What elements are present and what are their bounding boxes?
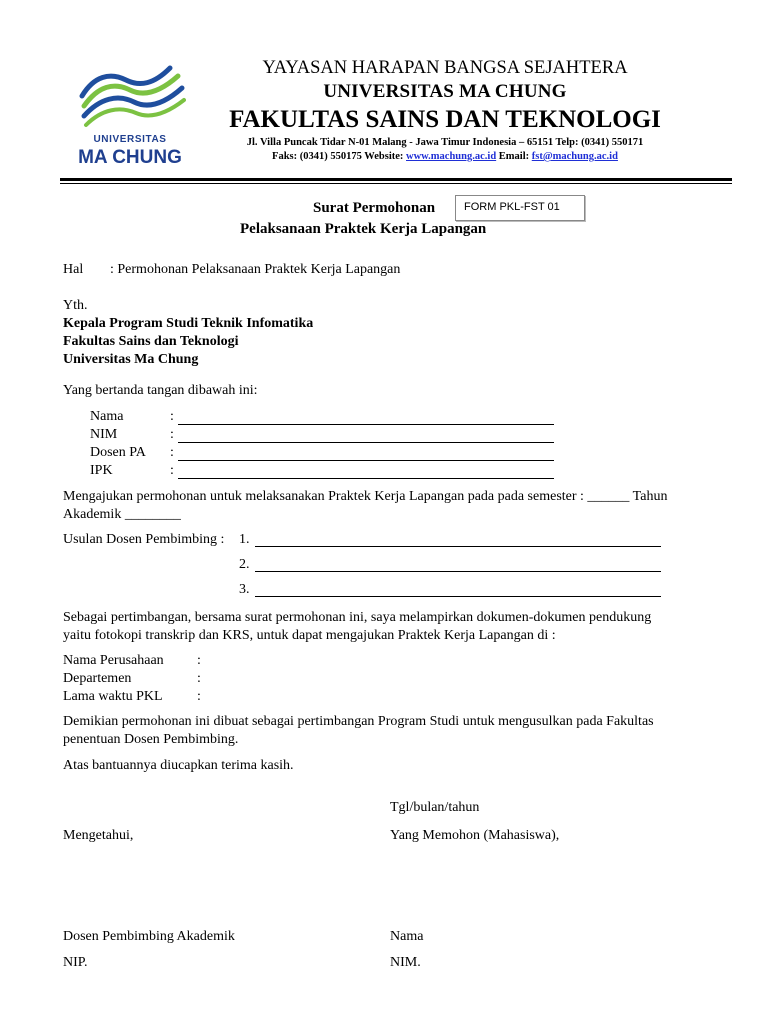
field-colon: : [170, 427, 174, 442]
supervisor-item-number: 1. [239, 532, 250, 547]
thanks-text: Atas bantuannya diucapkan terima kasih. [63, 758, 294, 773]
signature-right-id: NIM. [390, 955, 421, 970]
faculty-address: Jl. Villa Puncak Tidar N-01 Malang - Jawa Timur Indonesia – 65151 Telp: (0341) 550171 [246, 137, 644, 148]
consideration-line2: yaitu fotokopi transkrip dan KRS, untuk dapat mengajukan Praktek Kerja Lapangan di : [63, 628, 556, 643]
field-label-nim: NIM [90, 427, 118, 442]
letter-title-line2: Pelaksanaan Praktek Kerja Lapangan [240, 221, 487, 237]
field-colon: : [170, 463, 174, 478]
signature-left-name: Dosen Pembimbing Akademik [63, 929, 235, 944]
supervisor-input-3[interactable] [255, 596, 661, 597]
field-input-nama[interactable] [178, 424, 554, 425]
field-input-nim[interactable] [178, 442, 554, 443]
supervisor-input-1[interactable] [255, 546, 661, 547]
university-logo [74, 62, 186, 166]
subject-label: Hal [63, 262, 84, 277]
department-field-label: Departemen [63, 671, 132, 686]
signature-date: Tgl/bulan/tahun [390, 800, 480, 815]
field-label-ipk: IPK [90, 463, 113, 478]
field-label-nama: Nama [90, 409, 124, 424]
faculty-name: FAKULTAS SAINS DAN TEKNOLOGI [229, 106, 661, 133]
form-code-box: FORM PKL-FST 01 [455, 195, 585, 221]
email-label: Email: [496, 151, 532, 162]
signature-right-name: Nama [390, 929, 424, 944]
website-link[interactable]: www.machung.ac.id [406, 151, 497, 162]
intro-text: Yang bertanda tangan dibawah ini: [63, 383, 258, 398]
recipient-line2: Fakultas Sains dan Teknologi [63, 334, 239, 349]
field-colon: : [197, 671, 201, 686]
request-text-line2: Akademik ________ [63, 507, 181, 522]
subject-value: : Permohonan Pelaksanaan Praktek Kerja Lapangan [110, 262, 401, 277]
field-input-dosen-pa[interactable] [178, 460, 554, 461]
email-link[interactable]: fst@machung.ac.id [531, 151, 618, 162]
field-colon: : [170, 409, 174, 424]
logo-text-ma-chung: MA CHUNG [78, 147, 182, 166]
field-colon: : [197, 689, 201, 704]
request-text-line1: Mengajukan permohonan untuk melaksanakan Praktek Kerja Lapangan pada pada semester : ______ Tahun [63, 489, 668, 504]
closing-line1: Demikian permohonan ini dibuat sebagai pertimbangan Program Studi untuk mengusulkan pada Fakultas [63, 714, 654, 729]
consideration-line1: Sebagai pertimbangan, bersama surat permohonan ini, saya melampirkan dokumen-dokumen pendukung [63, 610, 652, 625]
field-label-dosen-pa: Dosen PA [90, 445, 146, 460]
logo-text-universitas: UNIVERSITAS [93, 134, 167, 145]
signature-left-id: NIP. [63, 955, 88, 970]
field-input-ipk[interactable] [178, 478, 554, 479]
field-colon: : [197, 653, 201, 668]
duration-field-label: Lama waktu PKL [63, 689, 163, 704]
closing-line2: penentuan Dosen Pembimbing. [63, 732, 239, 747]
header-divider-thick [60, 178, 732, 181]
salutation: Yth. [63, 298, 88, 313]
signature-left-role: Mengetahui, [63, 828, 134, 843]
recipient-line3: Universitas Ma Chung [63, 352, 199, 367]
company-field-label: Nama Perusahaan [63, 653, 164, 668]
supervisor-proposal-label: Usulan Dosen Pembimbing : [63, 532, 225, 547]
supervisor-item-number: 3. [239, 582, 250, 597]
faculty-contact [190, 151, 700, 162]
foundation-name: YAYASAN HARAPAN BANGSA SEJAHTERA [262, 58, 628, 78]
recipient-line1: Kepala Program Studi Teknik Infomatika [63, 316, 314, 331]
signature-right-role: Yang Memohon (Mahasiswa), [390, 828, 560, 843]
university-name: UNIVERSITAS MA CHUNG [323, 81, 567, 102]
letter-title-line1: Surat Permohonan [313, 200, 436, 216]
supervisor-input-2[interactable] [255, 571, 661, 572]
fax-website-label: Faks: (0341) 550175 Website: [272, 151, 407, 162]
header-divider-thin [60, 183, 732, 184]
field-colon: : [170, 445, 174, 460]
supervisor-item-number: 2. [239, 557, 250, 572]
